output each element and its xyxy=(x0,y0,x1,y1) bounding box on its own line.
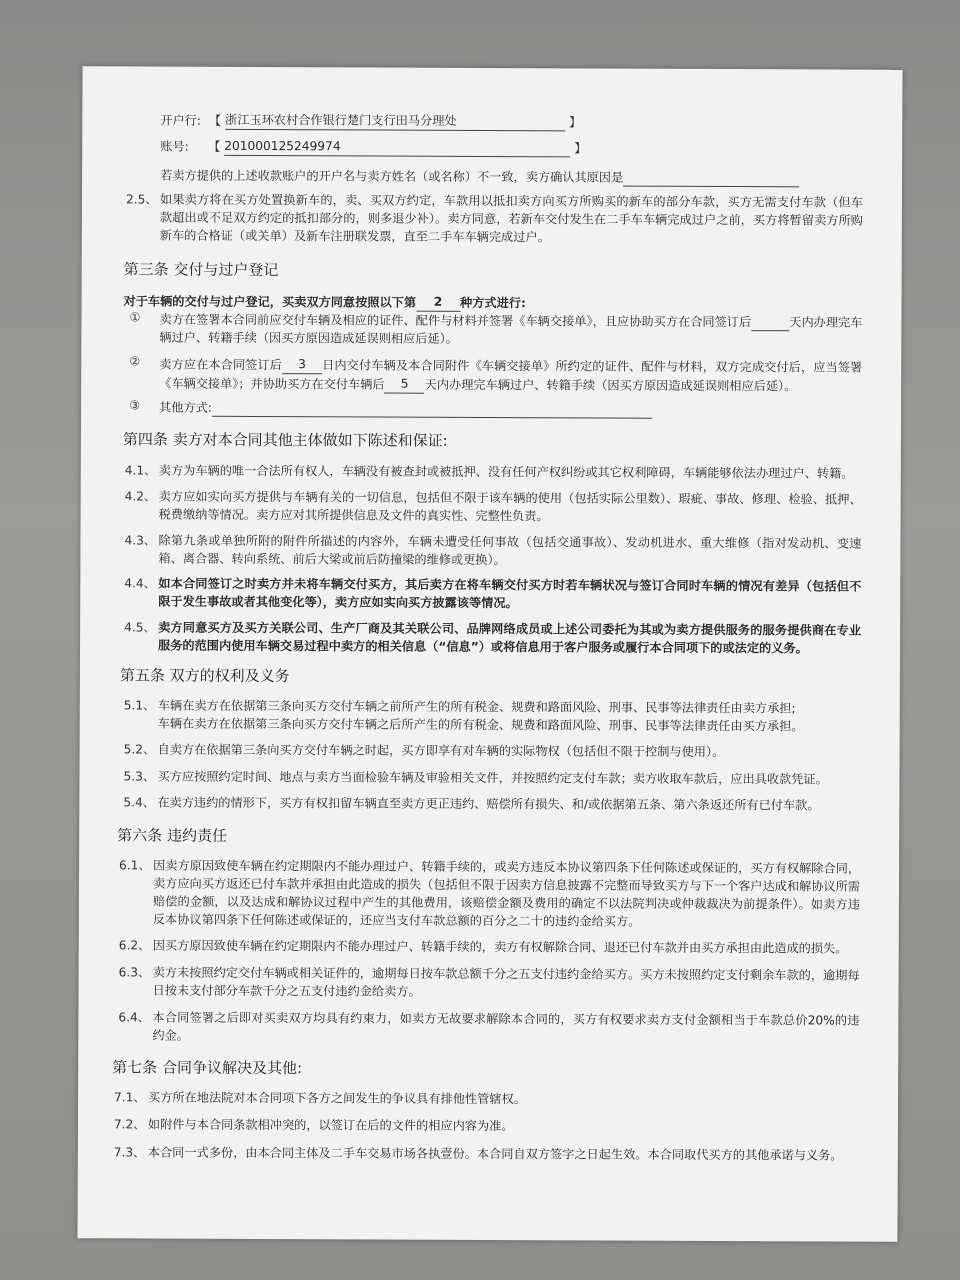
option-2-mark: ② xyxy=(129,354,141,369)
clause-4-5-text: 卖方同意买方及买方关联公司、生产厂商及其关联公司、品牌网络成员或上述公司委托为其或为卖方提供服务的服务提供商在专业服务的范围内使用车辆交易过程中卖方的相关信息（“信息”）或将信息用于客户服务或履行本合同项下的或法定的义务。 xyxy=(158,620,862,656)
clause-4-2-num: 4.2、 xyxy=(124,489,157,504)
account-value: 201000125249974 xyxy=(224,137,570,158)
clause-4-4-text: 如本合同签订之时卖方并未将车辆交付买方，其后卖方在将车辆交付买方时若车辆状况与签订合同时车辆的情况有差异（包括但不限于发生事故或者其他变化等），卖方应如实向买方披露该等情况。 xyxy=(158,576,862,611)
clause-4-4-num: 4.4、 xyxy=(124,576,156,591)
clause-2-5-text: 如果卖方将在买方处置换新车的，卖、买双方约定，车款用以抵扣卖方向买方所购买的新车的部分车款，买方无需支付车款（但车款超出或不足双方约定的抵扣部分的，则多退少补）。卖方同意，若新车交付发生在二手车车辆完成过户之前，买方将暂留卖方所购新车的合格证（或关单）及新车注册联发票，直至二手车车辆完成过户。 xyxy=(159,192,864,245)
option-1-text xyxy=(159,311,862,350)
clause-6-2-text: 因买方原因致使车辆在约定期限内不能办理过户、转籍手续的，卖方有权解除合同、退还已付车款并由买方承担由此造成的损失。 xyxy=(152,938,848,956)
clause-2-5-num: 2.5、 xyxy=(125,192,158,207)
option-2-text-a: 卖方应在本合同签订后 xyxy=(159,357,283,373)
clause-5-1-num: 5.1、 xyxy=(123,698,156,713)
option-1-text-b: 天内办理完车辆过户、转籍手续（因买方原因造成延误则相应后延）。 xyxy=(159,315,863,346)
option-3-blank xyxy=(212,401,652,419)
option-3-row xyxy=(159,399,652,419)
option-2-text-c: 天内办理完车辆过户、转籍手续（因买方原因造成延误则相应后延）。 xyxy=(424,377,797,394)
clause-5-1-line1: 车辆在卖方在依据第三条向买方交付车辆之前所产生的所有税金、规费和路面风险、刑事、民事等法律责任由卖方承担; xyxy=(157,698,796,716)
clause-4-3-num: 4.3、 xyxy=(124,533,157,548)
option-3-text: 其他方式: xyxy=(159,400,212,415)
article-3-intro-b: 种方式进行: xyxy=(460,295,526,311)
article-5-title: 第五条 双方的权利及义务 xyxy=(119,666,290,686)
clause-6-4-text: 本合同签署之后即对买卖双方均具有约束力，如卖方无故要求解除本合同的，买方有权要求卖方支付金额相当于车款总价20%的违约金。 xyxy=(152,1010,860,1043)
option-2-text-b: 日内交付车辆及本合同附件《车辆交接单》所约定的证件、配件与材料，双方完成交付后，应当签署《车辆交接单》；并协助买方在交付车辆后 xyxy=(159,358,863,392)
option-3-mark: ③ xyxy=(129,398,141,413)
account-row xyxy=(160,137,590,158)
clause-6-1-num: 6.1、 xyxy=(119,858,151,873)
option-2-days1: 3 xyxy=(282,355,322,374)
article-3-intro xyxy=(123,291,525,312)
clause-6-3-num: 6.3、 xyxy=(118,965,151,980)
mismatch-note: 若卖方提供的上述收款账户的开户名与卖方姓名（或名称）不一致，卖方确认其原因是 xyxy=(160,168,624,185)
clause-4-1-num: 4.1、 xyxy=(124,463,157,478)
clause-4-3-text: 除第九条或单独所附的附件所描述的内容外，车辆未遭受任何事故（包括交通事故）、发动机进水、重大维修（指对发动机、变速箱、离合器、转向系统、前后大梁或前后防撞梁的维修或更换）。 xyxy=(158,533,862,568)
clause-5-3-text: 买方应按照约定时间、地点与卖方当面检验车辆及审验相关文件，并按照约定支付车款；卖方收取车款后，应出具收款凭证。 xyxy=(157,769,828,787)
option-2-days2: 5 xyxy=(385,375,425,394)
clause-6-1-text: 因卖方原因致使车辆在约定期限内不能办理过户、转籍手续的，或卖方违反本协议第四条下任何陈述或保证的，买方有权解除合同，卖方应向买方返还已付车款并承担由此造成的损失（包括但不限于因卖方信息披露不完整而导致买方与下一个客户达成和解协议所需赔偿的金额，以及达成和解协议过程中产生的其他费用，该赔偿金额及费用的确定不以法院判决或仲裁裁决为前提条件）。如卖方违反本协议第四条下任何陈述或保证的，还应当支付车款总额的百分之二十的违约金给买方。 xyxy=(152,858,861,929)
article-6-title: 第六条 违约责任 xyxy=(117,826,228,845)
clause-7-3-text: 本合同一式多份，由本合同主体及二手车交易市场各执壹份。本合同自双方签字之日起生效。本合同取代买方的其他承诺与义务。 xyxy=(147,1145,843,1163)
option-2-text xyxy=(159,355,862,396)
clause-7-1-num: 7.1、 xyxy=(114,1090,146,1105)
mismatch-reason-blank xyxy=(623,171,799,188)
clause-6-2-num: 6.2、 xyxy=(118,938,151,953)
clause-7-1-text: 买方所在地法院对本合同项下各方之间发生的争议具有排他性管辖权。 xyxy=(148,1090,526,1107)
option-1-text-a: 卖方在签署本合同前应交付车辆及相应的证件、配件与材料并签署《车辆交接单》，且应协助买方在合同签订后 xyxy=(159,312,752,330)
clause-5-2-num: 5.2、 xyxy=(123,742,156,757)
contract-page xyxy=(77,66,902,1242)
article-3-intro-a: 对于车辆的交付与过户登记，买卖双方同意按照以下第 xyxy=(123,294,417,310)
clause-4-5-num: 4.5、 xyxy=(124,620,156,635)
bank-label: 开户行: xyxy=(160,113,202,128)
article-3-title: 第三条 交付与过户登记 xyxy=(123,260,279,280)
mismatch-note-row xyxy=(160,167,799,188)
clause-4-1-text: 卖方为车辆的唯一合法所有权人，车辆没有被查封或被抵押、没有任何产权纠纷或其它权利障碍，车辆能够依法办理过户、转籍。 xyxy=(158,463,854,481)
clause-7-2-text: 如附件与本合同条款相冲突的，以签订在后的文件的相应内容为准。 xyxy=(147,1117,514,1134)
clause-6-4-num: 6.4、 xyxy=(118,1010,151,1025)
article-7-title: 第七条 合同争议解决及其他: xyxy=(112,1058,303,1078)
clause-4-2-text: 卖方应如实向买方提供与车辆有关的一切信息，包括但不限于该车辆的使用（包括实际公里数）、瑕疵、事故、修理、检验、抵押、税费缴纳等情况。卖方应对其所提供信息及文件的真实性、完整性负责。 xyxy=(158,489,862,524)
clause-5-3-num: 5.3、 xyxy=(123,769,156,784)
account-label: 账号: xyxy=(160,139,189,154)
clause-5-4-num: 5.4、 xyxy=(123,795,155,810)
clause-5-1-line2: 车辆在卖方在依据第三条向买方交付车辆之后所产生的所有税金、规费和路面风险、刑事、民事等法律责任由买方承担。 xyxy=(157,716,804,734)
contract-content xyxy=(77,66,902,1242)
clause-5-4-text: 在卖方违约的情形下，买方有权扣留车辆直至卖方更正违约、赔偿所有损失、和/或依据第五条、第六条返还所有已付车款。 xyxy=(157,795,820,813)
option-1-mark: ① xyxy=(129,310,141,325)
bank-bracket-close: 】 xyxy=(569,115,582,130)
clause-7-3-num: 7.3、 xyxy=(113,1145,146,1160)
bank-value: 浙江玉环农村合作银行楚门支行田马分理处 xyxy=(225,111,565,131)
clause-6-3-text: 卖方未按照约定交付车辆或相关证件的，逾期每日按车款总额千分之五支付违约金给买方。买方未按照约定支付剩余车款的，逾期每日按未支付部分车款千分之五支付违约金给卖方。 xyxy=(152,965,860,999)
account-bracket-close: 】 xyxy=(574,141,587,156)
clause-7-2-num: 7.2、 xyxy=(113,1117,146,1132)
account-bracket-open: 【 xyxy=(208,139,221,154)
article-3-option-no: 2 xyxy=(416,293,460,312)
article-4-title: 第四条 卖方对本合同其他主体做如下陈述和保证: xyxy=(122,430,448,450)
bank-bracket-open: 【 xyxy=(208,113,222,128)
bank-row xyxy=(160,111,585,132)
clause-5-2-text: 自卖方在依据第三条向买方交付车辆之时起，买方即享有对车辆的实际物权（包括但不限于控制与使用）。 xyxy=(157,742,725,760)
option-1-days-blank xyxy=(751,315,789,331)
